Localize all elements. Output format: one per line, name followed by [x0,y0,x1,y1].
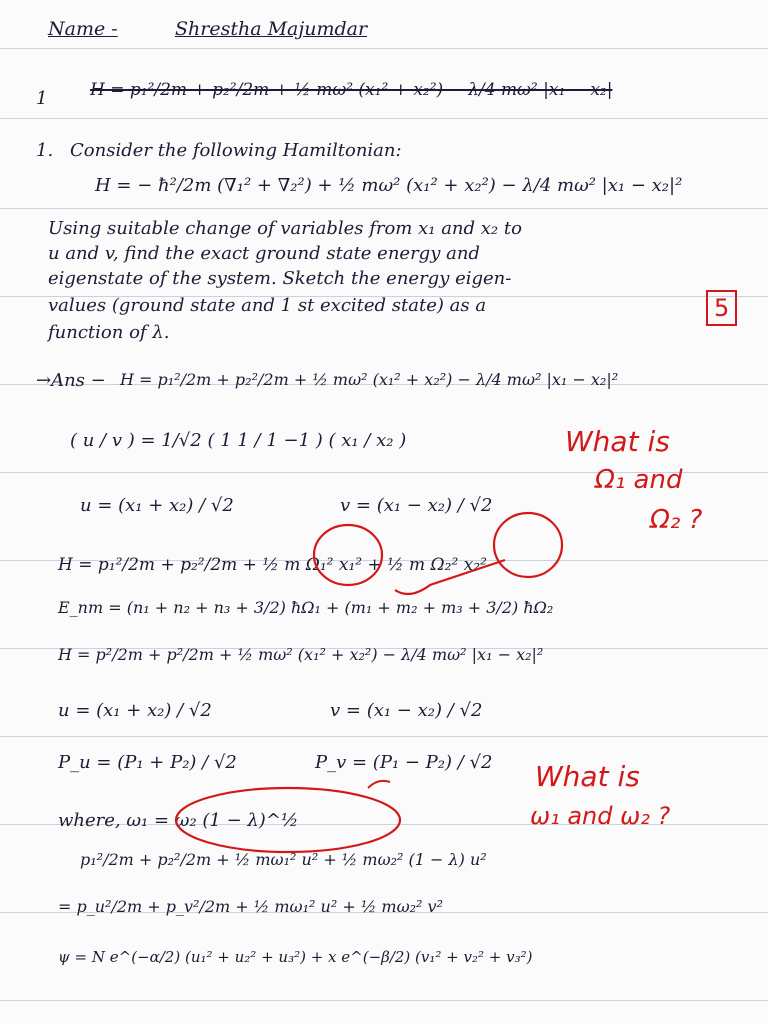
marks-box: 5 [706,290,737,326]
question-line-7: function of λ. [48,322,170,343]
name-value: Shrestha Majumdar [175,18,368,40]
question-number: 1. [36,140,54,161]
comment-1-line-2: Ω₁ and [595,465,683,495]
comment-1-line-3: Ω₂ ? [650,505,703,535]
ruled-line [0,48,768,49]
question-line-6: values (ground state and 1 st excited state) as a [48,295,487,316]
question-equation: H = − ħ²/2m (∇₁² + ∇₂²) + ½ mω² (x₁² + x₂²) − λ/4 mω² |x₁ − x₂|² [95,175,683,196]
struck-equation: H = p₁²/2m + p₂²/2m + ½ mω² (x₁² + x₂²) − λ/4 mω² |x₁ − x₂| [90,80,613,100]
answer-line-8a: P_u = (P₁ + P₂) / √2 [58,752,237,773]
circle-tail [368,781,390,788]
question-line-3: Using suitable change of variables from x₁ and x₂ to [48,218,522,239]
ruled-line [0,118,768,119]
answer-line-1: H = p₁²/2m + p₂²/2m + ½ mω² (x₁² + x₂²) − λ/4 mω² |x₁ − x₂|² [120,370,619,389]
comment-1-line-1: What is [565,425,670,458]
ruled-line [0,736,768,737]
answer-line-7a: u = (x₁ + x₂) / √2 [58,700,212,721]
answer-line-11: = p_u²/2m + p_v²/2m + ½ mω₁² u² + ½ mω₂² v² [58,897,443,916]
comment-2-line-2: ω₁ and ω₂ ? [530,802,671,830]
answer-line-5: E_nm = (n₁ + n₂ + n₃ + 3/2) ħΩ₁ + (m₁ + m₂ + m₃ + 3/2) ħΩ₂ [58,598,554,617]
question-line-5: eigenstate of the system. Sketch the energy eigen- [48,268,512,289]
name-label: Name - [48,18,118,40]
answer-label: →Ans − [36,370,106,391]
answer-line-7b: v = (x₁ − x₂) / √2 [330,700,483,721]
question-line-4: u and v, find the exact ground state energy and [48,243,480,264]
answer-line-2: ( u / v ) = 1/√2 ( 1 1 / 1 −1 ) ( x₁ / x₂ ) [70,430,407,451]
answer-line-6: H = p²/2m + p²/2m + ½ mω² (x₁² + x₂²) − λ/4 mω² |x₁ − x₂|² [58,645,544,664]
answer-line-3a: u = (x₁ + x₂) / √2 [80,495,234,516]
ruled-line [0,1000,768,1001]
circle-omega-2 [494,513,562,577]
answer-line-4: H = p₁²/2m + p₂²/2m + ½ m Ω₁² x₁² + ½ m Ω₂² x₂² [58,555,487,575]
answer-line-10: p₁²/2m + p₂²/2m + ½ mω₁² u² + ½ mω₂² (1 − λ) u² [80,850,487,869]
answer-line-9: where, ω₁ = ω₂ (1 − λ)^½ [58,810,299,831]
answer-line-12: ψ = N e^(−α/2) (u₁² + u₂² + u₃²) + x e^(−β/2) (v₁² + v₂² + v₃²) [58,948,533,966]
ruled-line [0,208,768,209]
struck-number: 1 [36,88,48,109]
answer-line-8b: P_v = (P₁ − P₂) / √2 [315,752,493,773]
comment-2-line-1: What is [535,760,640,793]
question-line-1: Consider the following Hamiltonian: [70,140,402,161]
answer-line-3b: v = (x₁ − x₂) / √2 [340,495,493,516]
